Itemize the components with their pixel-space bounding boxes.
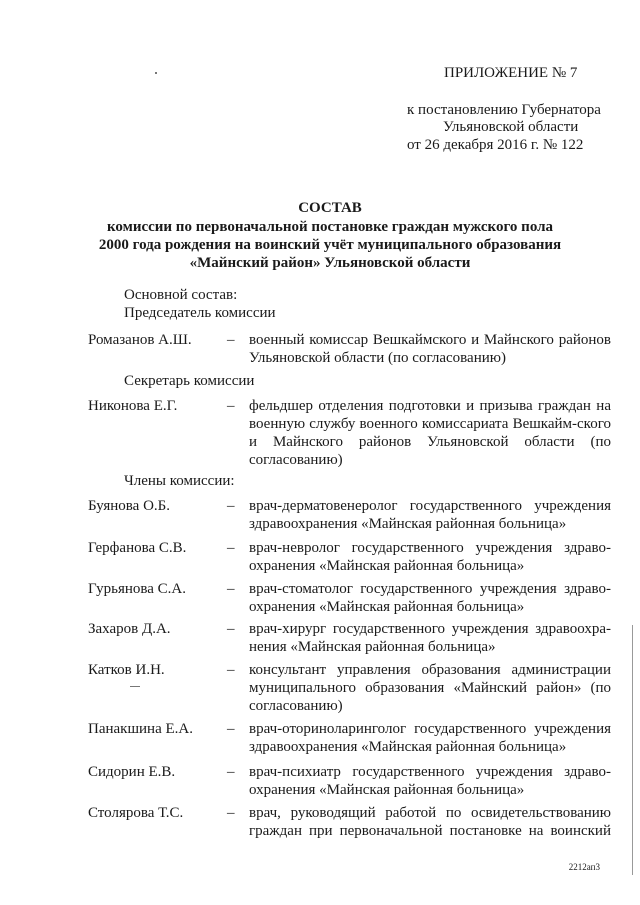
dash: – bbox=[227, 621, 235, 637]
title-line1: комиссии по первоначальной постановке граждан мужского пола bbox=[106, 219, 554, 235]
decree-reference-line1: к постановлению Губернатора bbox=[407, 102, 601, 118]
scan-speck bbox=[155, 72, 157, 74]
member-position: фельдшер отделения подготовки и призыва граждан на военную службу военного комиссариата Вешкайм-ского и Майнского районов Ульяновской области (по согласованию) bbox=[249, 398, 611, 468]
member-name: Ромазанов А.Ш. bbox=[88, 332, 192, 348]
document-code: 2212ап3 bbox=[568, 862, 600, 872]
member-position: врач-стоматолог государственного учреждения здраво-охранения «Майнская районная больница» bbox=[249, 581, 611, 615]
dash: – bbox=[227, 498, 235, 514]
member-position: врач-хирург государственного учреждения здравоохра-нения «Майнская районная больница» bbox=[249, 621, 611, 655]
member-name: Панакшина Е.А. bbox=[88, 721, 193, 737]
section-secretary: Секретарь комиссии bbox=[124, 373, 255, 389]
member-name: Сидорин Е.В. bbox=[88, 764, 176, 780]
scan-edge-line bbox=[632, 625, 633, 875]
decree-reference-line2: Ульяновской области bbox=[443, 119, 579, 135]
decree-date: от 26 декабря 2016 г. № 122 bbox=[407, 137, 584, 153]
member-position: консультант управления образования администрации муниципального образования «Майнский район» (по согласованию) bbox=[249, 662, 611, 714]
member-name: Катков И.Н. bbox=[88, 662, 165, 678]
member-name: Столярова Т.С. bbox=[88, 805, 184, 821]
scan-speck bbox=[130, 686, 140, 687]
member-name: Герфанова С.В. bbox=[88, 540, 187, 556]
dash: – bbox=[227, 764, 235, 780]
member-position: врач-дерматовенеролог государственного учреждения здравоохранения «Майнская районная больница» bbox=[249, 498, 611, 532]
member-position: военный комиссар Вешкаймского и Майнского районов Ульяновской области (по согласованию) bbox=[249, 332, 611, 366]
dash: – bbox=[227, 805, 235, 821]
title-line3: «Майнский район» Ульяновской области bbox=[189, 255, 471, 271]
member-name: Гурьянова С.А. bbox=[88, 581, 186, 597]
dash: – bbox=[227, 540, 235, 556]
dash: – bbox=[227, 332, 235, 348]
section-main-composition: Основной состав: bbox=[124, 287, 238, 303]
document-title: СОСТАВ bbox=[298, 200, 362, 216]
member-name: Никонова Е.Г. bbox=[88, 398, 178, 414]
section-members: Члены комиссии: bbox=[124, 473, 235, 489]
section-chair: Председатель комиссии bbox=[124, 305, 276, 321]
dash: – bbox=[227, 581, 235, 597]
dash: – bbox=[227, 662, 235, 678]
dash: – bbox=[227, 721, 235, 737]
member-name: Буянова О.Б. bbox=[88, 498, 171, 514]
title-line2: 2000 года рождения на воинский учёт муниципального образования bbox=[98, 237, 562, 253]
appendix-number: ПРИЛОЖЕНИЕ № 7 bbox=[444, 65, 578, 81]
member-position: врач-оториноларинголог государственного учреждения здравоохранения «Майнская районная больница» bbox=[249, 721, 611, 755]
member-position: врач, руководящий работой по освидетельствованию граждан при первоначальной постановке на воинский bbox=[249, 805, 611, 839]
member-name: Захаров Д.А. bbox=[88, 621, 171, 637]
member-position: врач-невролог государственного учреждения здраво-охранения «Майнская районная больница» bbox=[249, 540, 611, 574]
member-position: врач-психиатр государственного учреждения здраво-охранения «Майнская районная больница» bbox=[249, 764, 611, 798]
dash: – bbox=[227, 398, 235, 414]
